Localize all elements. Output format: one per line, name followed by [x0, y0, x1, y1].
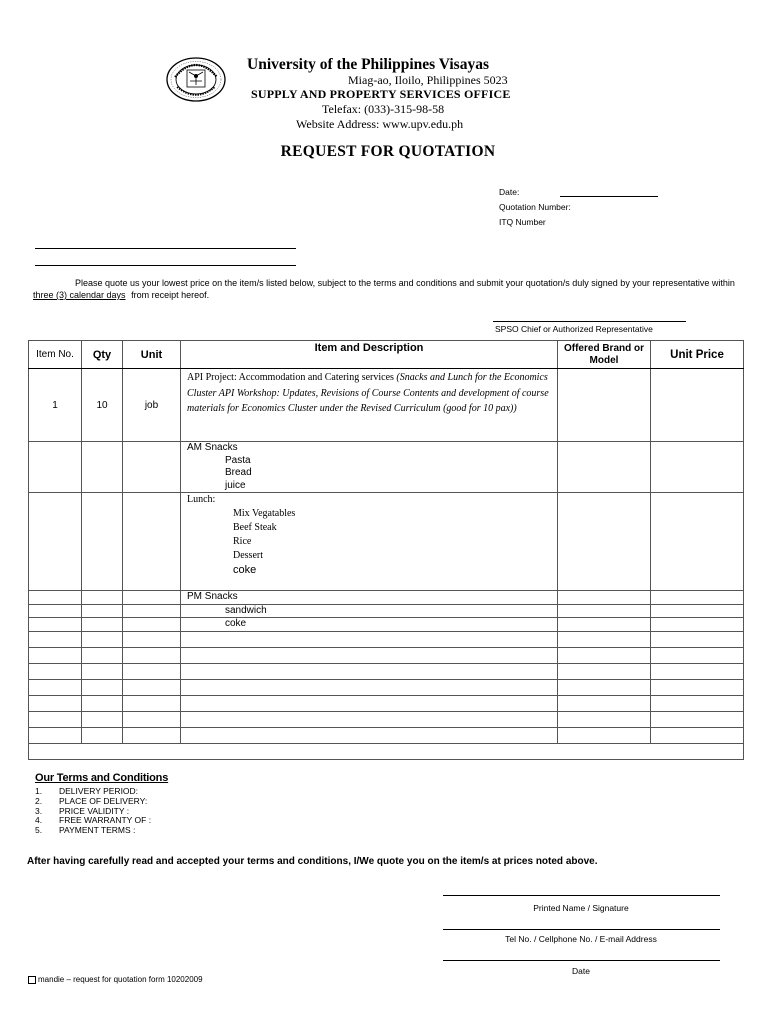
- row1-brand-cell[interactable]: [558, 369, 651, 442]
- header-unit: Unit: [123, 341, 181, 369]
- date-sign-line[interactable]: [443, 960, 720, 961]
- terms-item: 5. PAYMENT TERMS :: [35, 825, 136, 836]
- table-row: [29, 696, 744, 712]
- am-brand-cell[interactable]: [558, 442, 651, 493]
- row1-qty: 10: [82, 369, 123, 442]
- terms-list: [35, 787, 151, 836]
- row1-unit: job: [123, 369, 181, 442]
- lunch-brand-cell[interactable]: [558, 493, 651, 591]
- header-brand: Offered Brand or Model: [558, 341, 651, 369]
- am-snack-item: Bread: [225, 467, 252, 478]
- lunch-item: coke: [233, 564, 257, 576]
- lunch-item: Rice: [233, 536, 252, 547]
- header-item-no: Item No.: [29, 341, 82, 369]
- itq-number-label: ITQ Number: [499, 217, 546, 227]
- contact-label: Tel No. / Cellphone No. / E-mail Address: [505, 934, 657, 944]
- table-row: [29, 442, 744, 493]
- office-name: SUPPLY AND PROPERTY SERVICES OFFICE: [251, 87, 511, 101]
- table-row: [29, 712, 744, 728]
- contact-line[interactable]: [443, 929, 720, 930]
- table-total-row: [29, 744, 744, 760]
- university-name: University of the Philippines Visayas: [247, 56, 489, 73]
- table-row: [29, 591, 744, 605]
- row1-description: [181, 369, 558, 442]
- am-price-cell[interactable]: [651, 442, 744, 493]
- terms-item: 3. PRICE VALIDITY :: [35, 805, 130, 816]
- date-label: Date:: [499, 187, 520, 197]
- checkbox-icon: [28, 976, 36, 984]
- university-seal-logo: [165, 57, 227, 102]
- header-qty: Qty: [82, 341, 123, 369]
- telefax: Telefax: (033)-315-98-58: [322, 102, 445, 116]
- am-snack-item: juice: [225, 479, 246, 491]
- printed-name-line[interactable]: [443, 895, 720, 896]
- items-table: [28, 340, 744, 760]
- table-row: [29, 648, 744, 664]
- table-row: [29, 680, 744, 696]
- am-snacks-cell: [181, 442, 558, 493]
- quotation-number-label: Quotation Number:: [499, 202, 571, 212]
- supplier-address-line[interactable]: [35, 265, 296, 266]
- terms-heading: Our Terms and Conditions: [35, 772, 169, 784]
- signatory-label: SPSO Chief or Authorized Representative: [495, 324, 653, 334]
- table-row: [29, 369, 744, 442]
- date-field[interactable]: [560, 196, 658, 197]
- terms-item: 4. FREE WARRANTY OF :: [35, 815, 152, 826]
- table-row: [29, 604, 744, 618]
- table-row: [29, 664, 744, 680]
- date-sign-label: Date: [572, 966, 590, 976]
- lunch-heading: Lunch:: [187, 494, 216, 505]
- lunch-cell: [181, 493, 558, 591]
- printed-name-label: Printed Name / Signature: [533, 903, 629, 913]
- header-unit-price: Unit Price: [651, 341, 744, 369]
- header-description: Item and Description: [181, 341, 558, 369]
- website-address: Website Address: www.upv.edu.ph: [296, 117, 464, 131]
- signatory-line[interactable]: [493, 321, 686, 322]
- acceptance-statement: After having carefully read and accepted your terms and conditions, I/We quote you on the item/s at prices noted above.: [27, 856, 598, 867]
- row1-item-no: 1: [29, 369, 82, 442]
- terms-item: 2. PLACE OF DELIVERY:: [35, 795, 148, 806]
- footer-text: mandie – request for quotation form 10202009: [38, 975, 203, 984]
- row1-desc-main: API Project: Accommodation and Catering services: [187, 372, 394, 383]
- lunch-price-cell[interactable]: [651, 493, 744, 591]
- form-footer: [28, 975, 203, 984]
- am-snacks-heading: AM Snacks: [187, 442, 238, 453]
- table-row: [29, 493, 744, 591]
- intro-text: Please quote us your lowest price on the item/s listed below, subject to the terms and conditions and submit your quotation/s duly signed by your representative within: [75, 278, 735, 288]
- page-title: REQUEST FOR QUOTATION: [280, 143, 496, 160]
- lunch-item: Mix Vegatables: [233, 508, 296, 519]
- lunch-item: Beef Steak: [233, 522, 277, 533]
- row1-price-cell[interactable]: [651, 369, 744, 442]
- table-header-row: [29, 341, 744, 369]
- table-row: [29, 728, 744, 744]
- table-row: [29, 632, 744, 648]
- university-address: Miag-ao, Iloilo, Philippines 5023: [348, 73, 508, 87]
- quote-period: three (3) calendar days: [33, 290, 126, 300]
- intro-paragraph: [30, 277, 740, 301]
- intro-text-end: from receipt hereof.: [131, 290, 210, 300]
- am-snack-item: Pasta: [225, 454, 251, 466]
- supplier-name-line[interactable]: [35, 248, 296, 249]
- table-row: [29, 618, 744, 632]
- pm-snack-item: coke: [225, 618, 247, 629]
- pm-snacks-heading: PM Snacks: [181, 591, 558, 605]
- terms-item: 1. DELIVERY PERIOD:: [35, 786, 139, 796]
- row1-desc-details: (Snacks and Lunch for the Economics Cluster API Workshop: Updates, Revisions of Course Contents and development of course materials for Economics Cluster under the Revised Curriculum (good for 10 pax)): [187, 372, 549, 414]
- pm-snack-item: sandwich: [225, 604, 267, 616]
- lunch-item: Dessert: [233, 550, 263, 561]
